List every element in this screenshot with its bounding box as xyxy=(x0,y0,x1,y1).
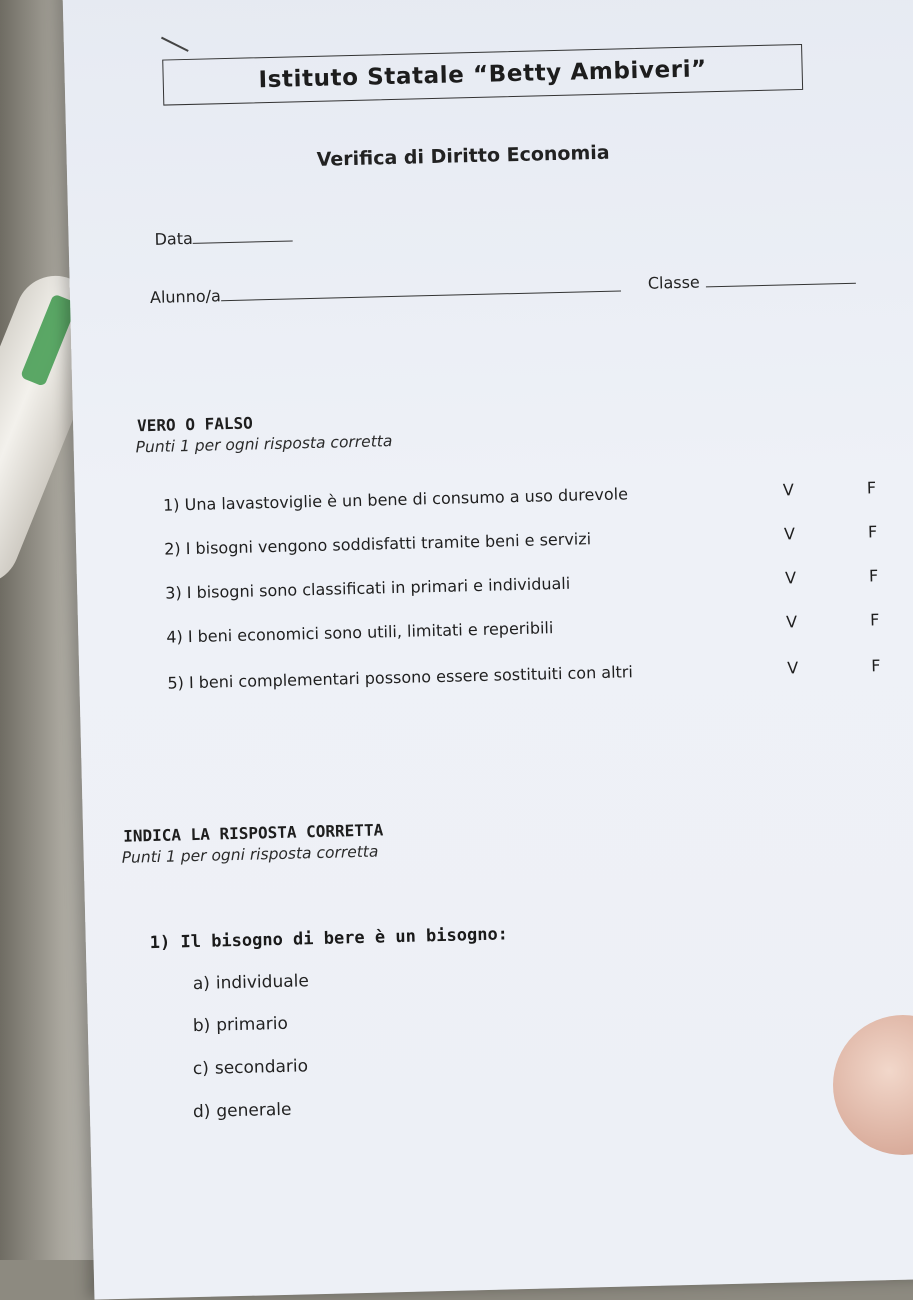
false-option[interactable]: F xyxy=(868,566,879,586)
false-option[interactable]: F xyxy=(867,522,878,542)
exam-sheet xyxy=(62,0,913,1300)
tf-item xyxy=(164,522,884,566)
question-text: 1) Il bisogno di bere è un bisogno: xyxy=(149,924,509,954)
tf-statement: 1) Una lavastoviglie è un bene di consumo a uso durevole xyxy=(162,484,629,515)
false-option[interactable]: F xyxy=(869,610,880,630)
tf-item xyxy=(163,478,883,522)
multiple-choice-title: INDICA LA RISPOSTA CORRETTA xyxy=(122,820,384,846)
school-title-box xyxy=(162,44,803,106)
true-option[interactable]: V xyxy=(784,568,797,588)
option-text: individuale xyxy=(215,971,310,994)
true-false-points: Punti 1 per ogni risposta corretta xyxy=(135,432,393,457)
date-line xyxy=(193,226,293,243)
true-option[interactable]: V xyxy=(785,612,798,632)
false-option[interactable]: F xyxy=(871,656,881,676)
class-field xyxy=(648,269,856,293)
option-letter: c) xyxy=(192,1058,210,1080)
date-label: Data xyxy=(154,228,194,249)
option-text: secondario xyxy=(214,1056,309,1079)
test-title: Verifica di Diritto Economia xyxy=(316,141,610,171)
tf-statement: 5) I beni complementari possono essere sostituiti con altri xyxy=(167,662,634,693)
option-letter: a) xyxy=(192,973,211,995)
false-option[interactable]: F xyxy=(866,478,877,498)
tf-item xyxy=(167,656,887,700)
option-text: primario xyxy=(216,1013,289,1036)
answer-option[interactable] xyxy=(193,1056,309,1079)
answer-option[interactable] xyxy=(193,1014,289,1036)
date-field xyxy=(154,226,293,248)
tf-item xyxy=(166,610,886,654)
multiple-choice-points: Punti 1 per ogni risposta corretta xyxy=(121,842,379,867)
option-letter: d) xyxy=(192,1101,211,1123)
true-option[interactable]: V xyxy=(783,524,796,544)
student-label: Alunno/a xyxy=(149,286,222,307)
student-line xyxy=(221,276,621,301)
student-field xyxy=(150,276,621,306)
option-letter: b) xyxy=(192,1015,211,1037)
tf-statement: 2) I bisogni vengono soddisfatti tramite beni e servizi xyxy=(163,529,592,559)
class-line xyxy=(706,269,856,288)
tf-statement: 4) I beni economici sono utili, limitati e reperibili xyxy=(166,618,554,647)
answer-option[interactable] xyxy=(193,1100,292,1122)
answer-option[interactable] xyxy=(193,971,309,994)
pen-clip xyxy=(20,294,78,387)
true-false-title: VERO O FALSO xyxy=(136,413,253,436)
true-option[interactable]: V xyxy=(787,658,799,678)
school-title: Istituto Statale “Betty Ambiveri” xyxy=(258,56,708,94)
true-option[interactable]: V xyxy=(782,480,795,500)
tf-item xyxy=(165,566,885,610)
pen-mark xyxy=(161,37,189,52)
class-label: Classe xyxy=(647,272,700,293)
tf-statement: 3) I bisogni sono classificati in primari e individuali xyxy=(165,573,571,603)
option-text: generale xyxy=(216,1099,292,1122)
